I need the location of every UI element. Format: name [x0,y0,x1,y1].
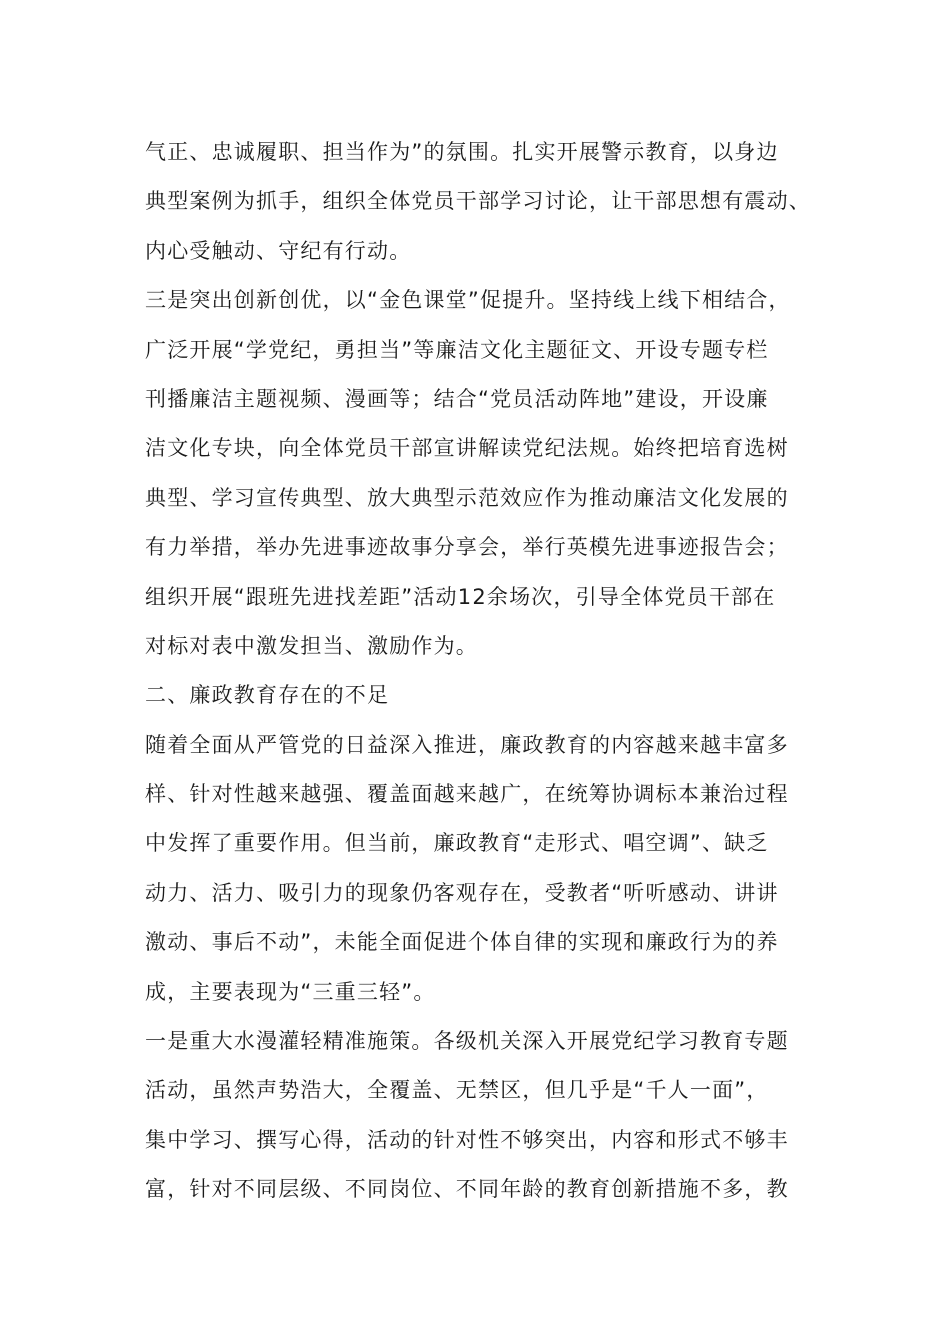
text-line: 广泛开展“学党纪，勇担当”等廉洁文化主题征文、开设专题专栏 [145,337,769,362]
text-line: 活动，虽然声势浩大，全覆盖、无禁区，但几乎是“千人一面”， [145,1078,769,1103]
text-line: 激动、事后不动”，未能全面促进个体自律的实现和廉政行为的养 [145,930,779,955]
text-line: 对标对表中激发担当、激励作为。 [145,633,478,658]
text-line: 洁文化专块，向全体党员干部宣讲解读党纪法规。始终把培育选树 [145,436,789,461]
text-line: 典型案例为抓手，组织全体党员干部学习讨论，让干部思想有震动、 [145,189,811,214]
text-line: 典型、学习宣传典型、放大典型示范效应作为推动廉洁文化发展的 [145,485,789,510]
text-line: 样、针对性越来越强、覆盖面越来越广，在统筹协调标本兼治过程 [145,782,789,807]
text-line: 成，主要表现为“三重三轻”。 [145,979,436,1004]
text-line: 中发挥了重要作用。但当前，廉政教育“走形式、唱空调”、缺乏 [145,831,769,856]
text-line: 组织开展“跟班先进找差距”活动12余场次，引导全体党员干部在 [145,584,776,609]
text-line: 内心受触动、守纪有行动。 [145,238,412,263]
paragraph-heading-one: 一是重大水漫灌轻精准施策。各级机关深入开展党纪学习教育专题 [145,1029,789,1054]
text-line: 随着全面从严管党的日益深入推进，廉政教育的内容越来越丰富多 [145,732,789,757]
text-line: 集中学习、撰写心得，活动的针对性不够突出，内容和形式不够丰 [145,1127,789,1152]
body-text [145,128,825,1215]
paragraph-heading-three: 三是突出创新创优，以“金色课堂”促提升。坚持线上线下相结合， [145,288,791,313]
text-line: 刊播廉洁主题视频、漫画等；结合“党员活动阵地”建设，开设廉 [145,386,769,411]
text-line: 有力举措，举办先进事迹故事分享会，举行英模先进事迹报告会； [145,535,789,560]
section-heading: 二、廉政教育存在的不足 [145,683,390,708]
text-line: 富，针对不同层级、不同岗位、不同年龄的教育创新措施不多，教 [145,1177,789,1202]
text-line: 气正、忠诚履职、担当作为”的氛围。扎实开展警示教育，以身边 [145,140,779,164]
text-line: 动力、活力、吸引力的现象仍客观存在，受教者“听听感动、讲讲 [145,880,779,905]
